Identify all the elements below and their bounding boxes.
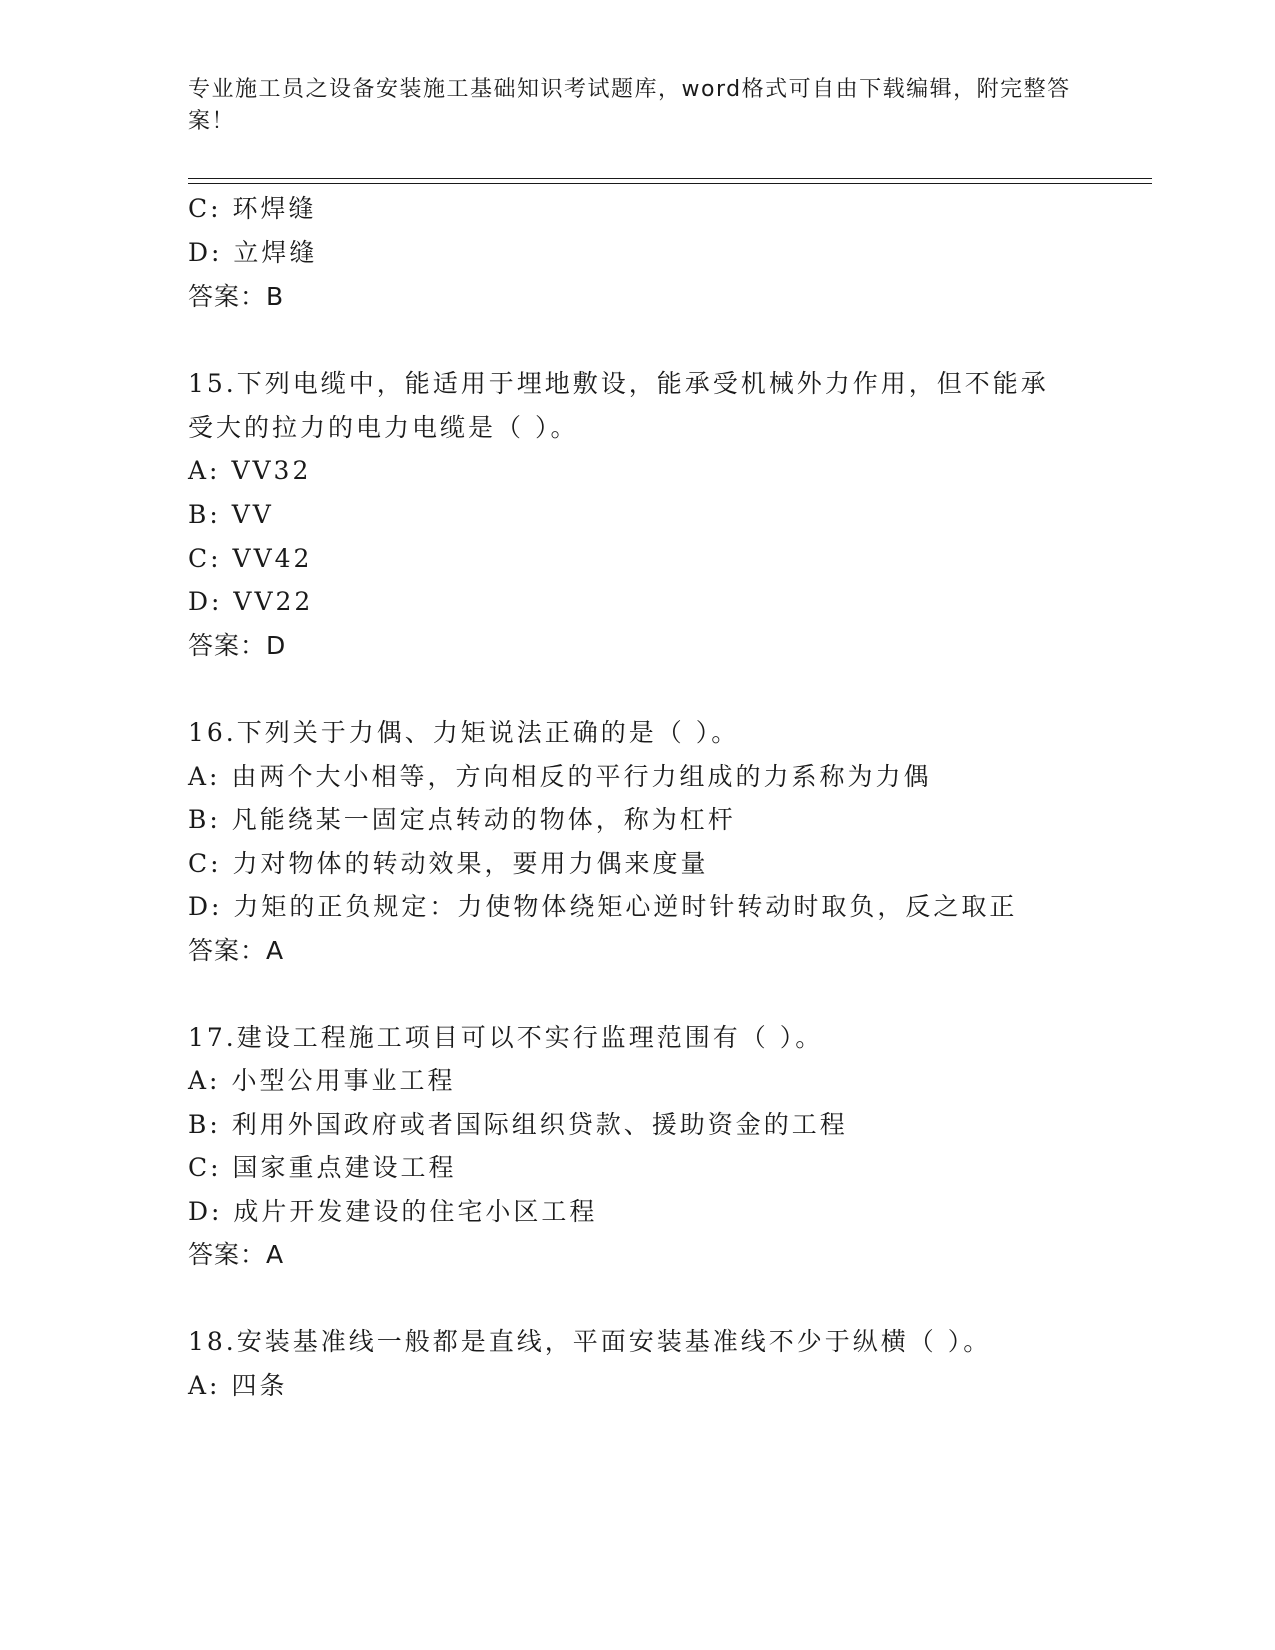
option-text: 四条 xyxy=(231,1371,288,1400)
answer-line: 答案：A xyxy=(188,936,285,965)
option-text: 由两个大小相等，方向相反的平行力组成的力系称为力偶 xyxy=(231,762,932,791)
document-header: 专业施工员之设备安装施工基础知识考试题库，word格式可自由下载编辑，附完整答案！ xyxy=(188,77,1071,134)
question-stem: 18.安装基准线一般都是直线，平面安装基准线不少于纵横（ ）。 xyxy=(188,1327,992,1356)
answer-line: 答案：A xyxy=(188,1240,285,1269)
header-rule-top xyxy=(188,178,1152,179)
option-label: C: xyxy=(188,849,222,878)
option-line xyxy=(188,804,736,836)
option-label: B: xyxy=(188,1110,221,1139)
question-stem: 17.建设工程施工项目可以不实行监理范围有（ ）。 xyxy=(188,1023,824,1052)
option-line xyxy=(188,1152,457,1184)
question-stem: 受大的拉力的电力电缆是（ ）。 xyxy=(188,413,579,442)
option-label: A: xyxy=(188,456,221,485)
option-line xyxy=(188,1109,848,1141)
option-label: C: xyxy=(188,194,222,223)
question-stem: 15.下列电缆中，能适用于埋地敷设，能承受机械外力作用，但不能承 xyxy=(188,369,1049,398)
option-line xyxy=(188,455,311,487)
option-text: 利用外国政府或者国际组织贷款、援助资金的工程 xyxy=(231,1110,848,1139)
option-line xyxy=(188,586,313,618)
option-text: 环焊缝 xyxy=(232,194,317,223)
option-line xyxy=(188,499,274,531)
answer-line: 答案：D xyxy=(188,631,287,660)
option-text: 小型公用事业工程 xyxy=(231,1066,456,1095)
option-label: D: xyxy=(188,892,223,921)
option-label: A: xyxy=(188,1371,221,1400)
option-text: 力对物体的转动效果，要用力偶来度量 xyxy=(232,849,709,878)
header-rule-bottom xyxy=(188,183,1152,184)
answer-line: 答案：B xyxy=(188,282,285,311)
option-line xyxy=(188,1196,597,1228)
option-line xyxy=(188,848,709,880)
option-line xyxy=(188,761,931,793)
option-line xyxy=(188,1370,287,1402)
option-text: 凡能绕某一固定点转动的物体，称为杠杆 xyxy=(231,805,736,834)
option-label: B: xyxy=(188,805,221,834)
option-label: A: xyxy=(188,1066,221,1095)
question-stem: 16.下列关于力偶、力矩说法正确的是（ ）。 xyxy=(188,718,740,747)
option-label: D: xyxy=(188,1197,223,1226)
option-text: VV xyxy=(231,500,274,529)
option-label: D: xyxy=(188,238,223,267)
option-text: VV42 xyxy=(232,544,313,573)
option-text: VV32 xyxy=(231,456,312,485)
option-label: A: xyxy=(188,762,221,791)
option-line xyxy=(188,237,317,269)
option-label: C: xyxy=(188,1153,222,1182)
option-text: 成片开发建设的住宅小区工程 xyxy=(233,1197,598,1226)
option-text: 国家重点建设工程 xyxy=(232,1153,457,1182)
option-text: VV22 xyxy=(233,587,314,616)
option-line xyxy=(188,1065,455,1097)
option-text: 力矩的正负规定：力使物体绕矩心逆时针转动时取负，反之取正 xyxy=(233,892,1018,921)
option-label: B: xyxy=(188,500,221,529)
option-label: C: xyxy=(188,544,222,573)
option-line xyxy=(188,891,1017,923)
option-text: 立焊缝 xyxy=(233,238,318,267)
option-line xyxy=(188,543,312,575)
option-label: D: xyxy=(188,587,223,616)
option-line xyxy=(188,193,317,225)
